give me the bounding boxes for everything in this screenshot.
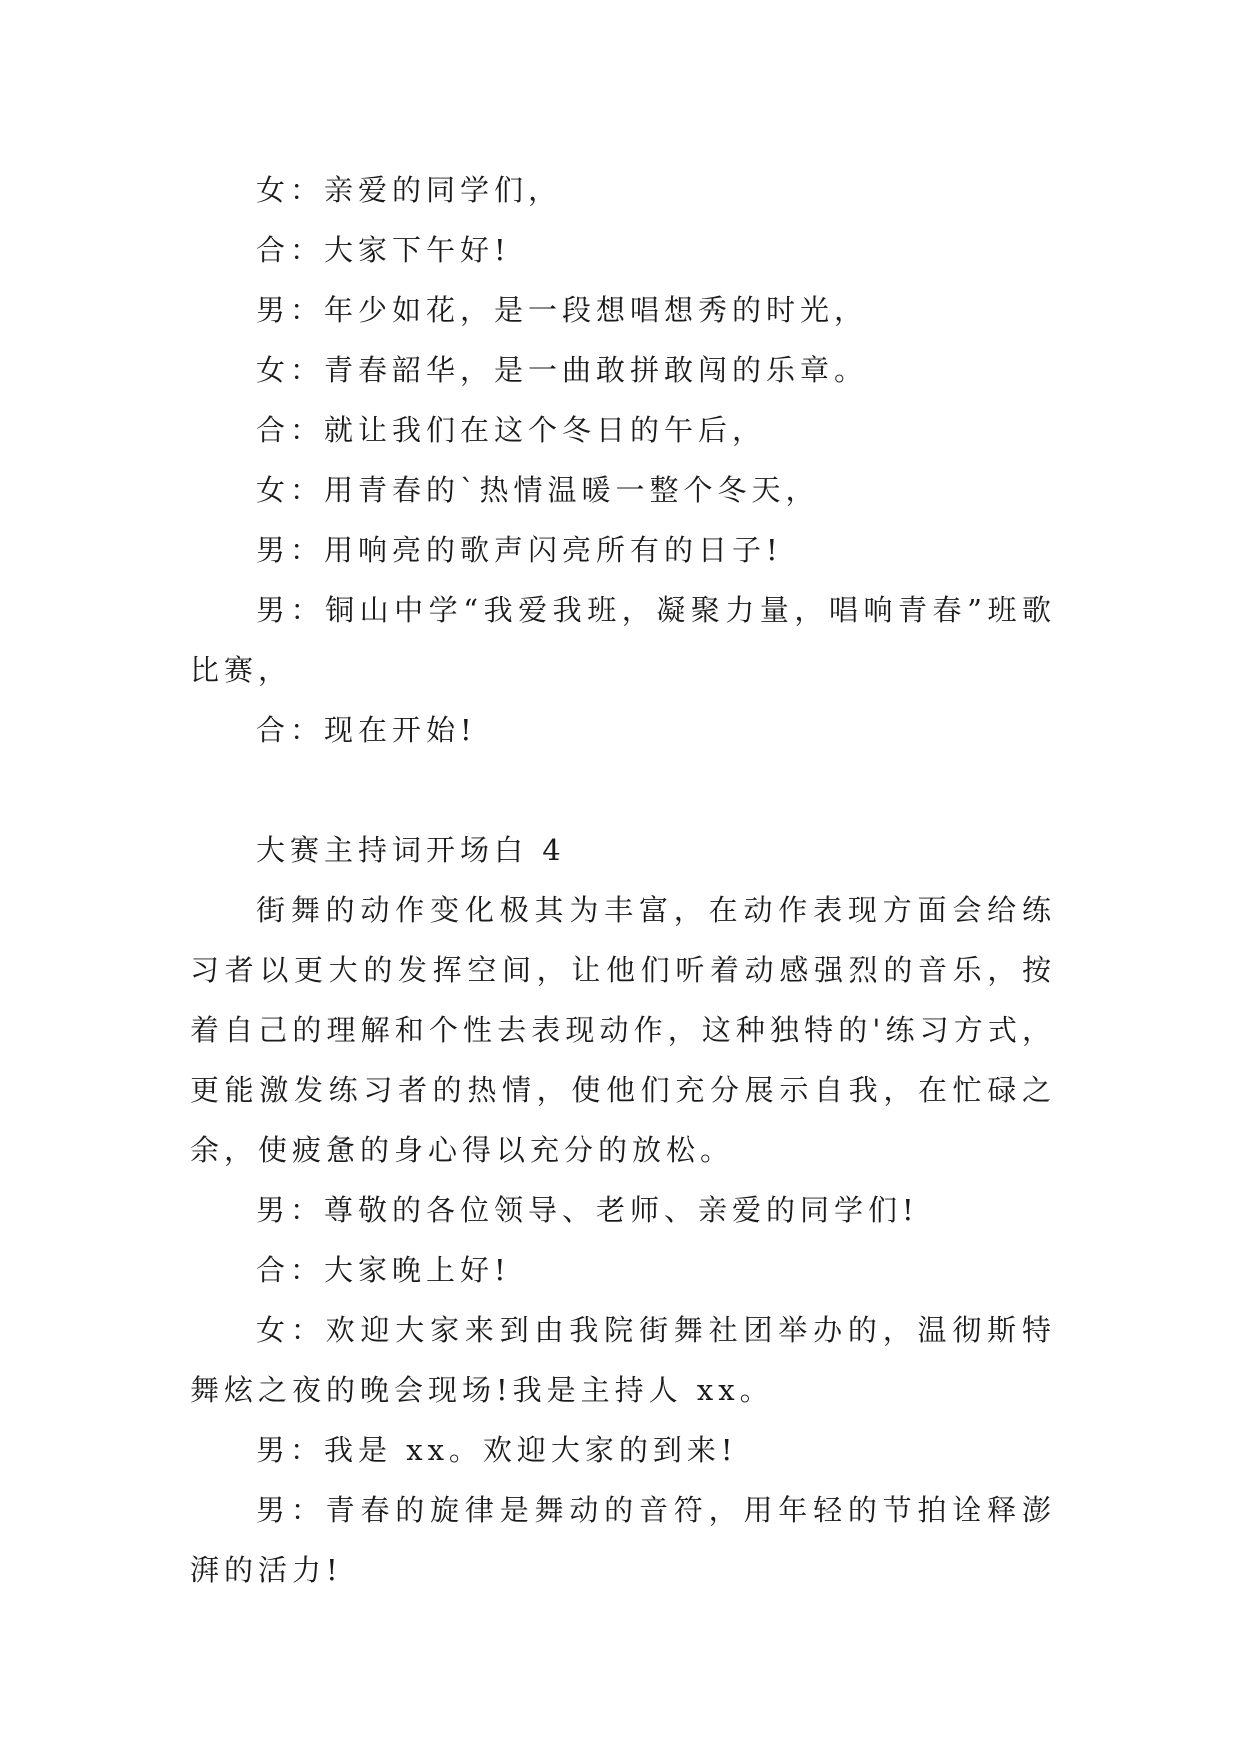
paragraph: 女：亲爱的同学们， (256, 173, 563, 207)
paragraph: 合：大家下午好! (256, 233, 511, 267)
paragraph: 男：青春的旋律是舞动的音符，用年轻的节拍诠释澎湃的活力! (190, 1493, 1056, 1587)
document-body (190, 160, 1056, 1600)
paragraph: 合：就让我们在这个冬日的午后， (256, 413, 767, 447)
paragraph: 男：我是 xx。欢迎大家的到来! (256, 1433, 738, 1467)
paragraph: 男：用响亮的歌声闪亮所有的日子! (256, 533, 783, 567)
paragraph: 女：用青春的`热情温暖一整个冬天， (256, 473, 820, 507)
paragraph: 合：大家晚上好! (256, 1253, 511, 1287)
paragraph: 男：年少如花，是一段想唱想秀的时光， (256, 293, 869, 327)
paragraph: 女：青春韶华，是一曲敢拼敢闯的乐章。 (256, 353, 869, 387)
section-heading: 大赛主持词开场白 4 (256, 833, 566, 867)
paragraph: 女：欢迎大家来到由我院街舞社团举办的，温彻斯特舞炫之夜的晚会现场!我是主持人 xx。 (190, 1313, 1056, 1407)
paragraph: 男：铜山中学“我爱我班，凝聚力量，唱响青春”班歌比赛， (190, 593, 1056, 687)
paragraph: 合：现在开始! (256, 713, 477, 747)
paragraph: 男：尊敬的各位领导、老师、亲爱的同学们! (256, 1193, 919, 1227)
paragraph: 街舞的动作变化极其为丰富，在动作表现方面会给练习者以更大的发挥空间，让他们听着动感强烈的音乐，按着自己的理解和个性去表现动作，这种独特的'练习方式，更能激发练习者的热情，使他们充分展示自我，在忙碌之余，使疲惫的身心得以充分的放松。 (190, 893, 1056, 1167)
